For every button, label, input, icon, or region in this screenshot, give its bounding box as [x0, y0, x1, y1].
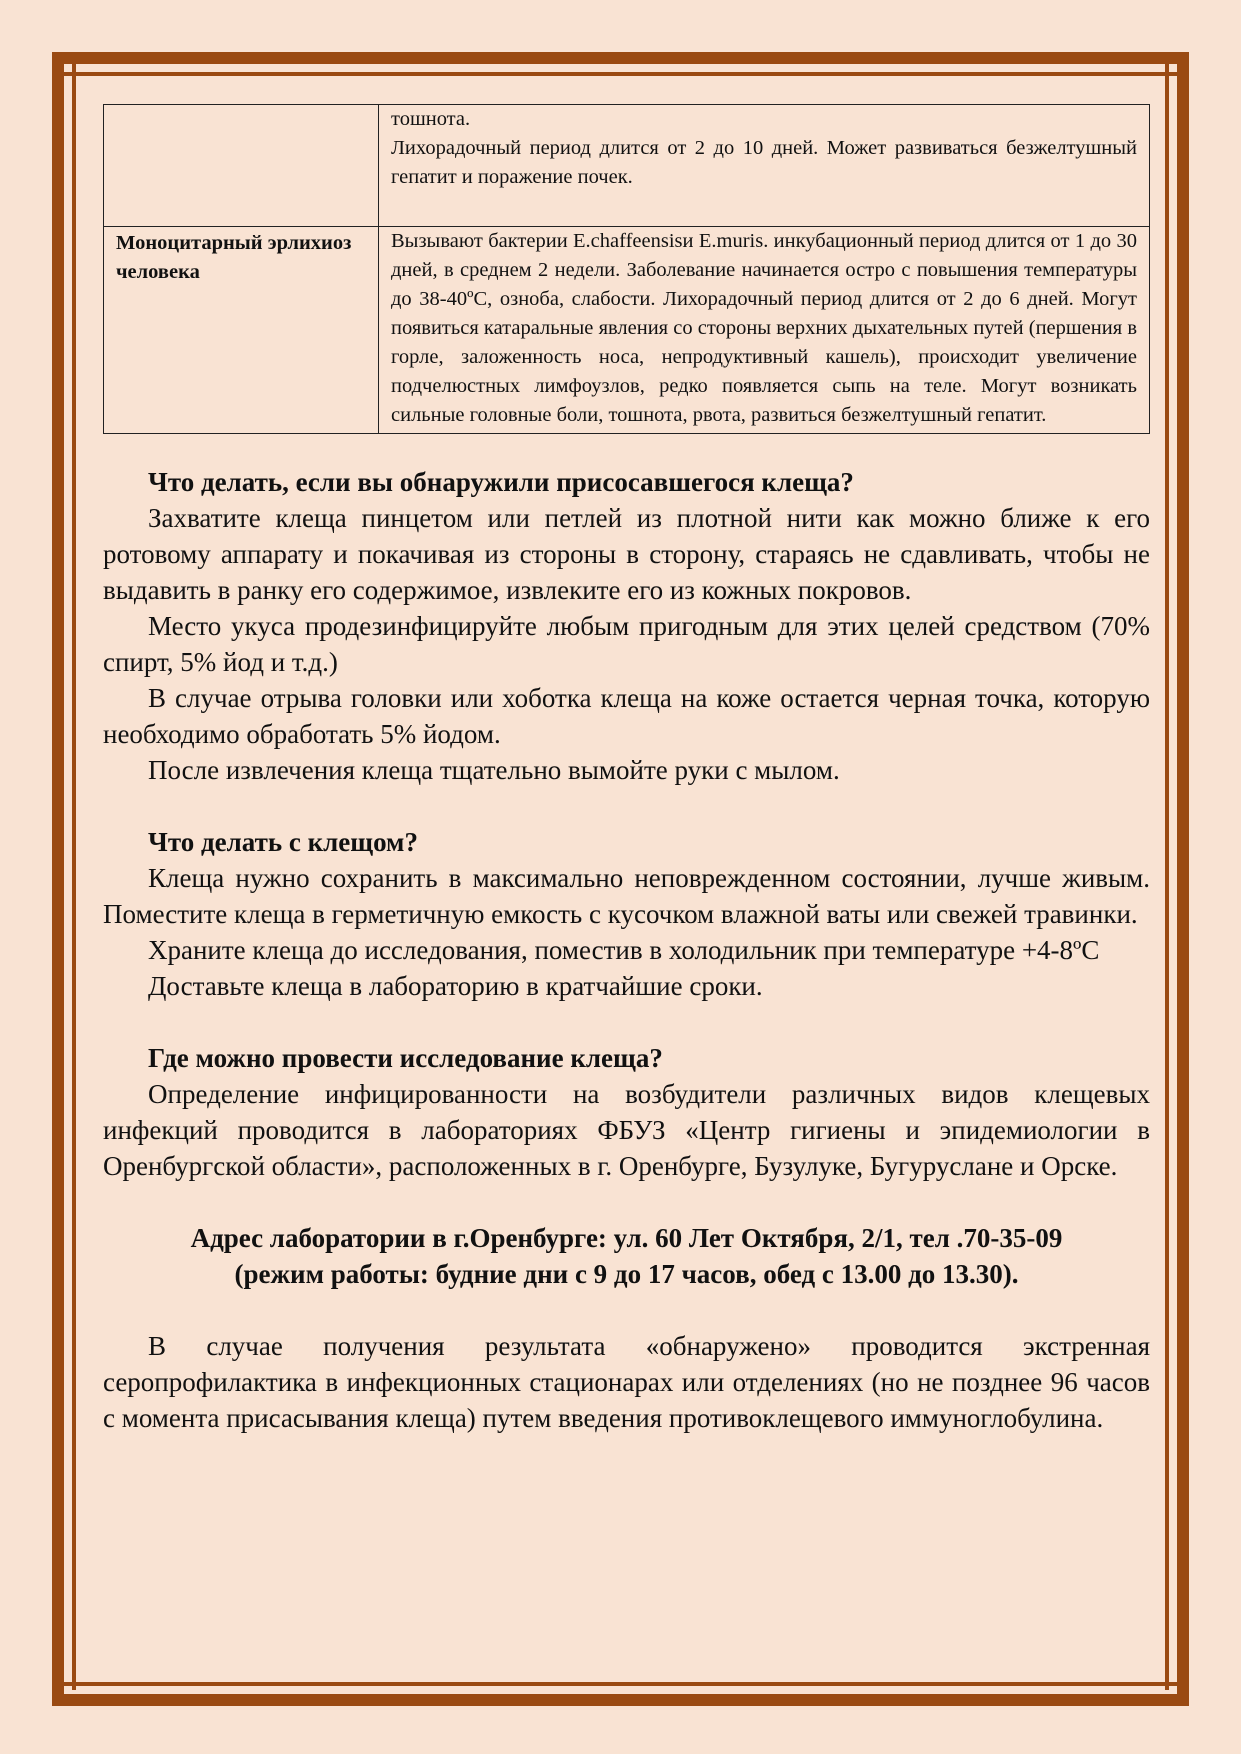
frame-left-line	[72, 64, 76, 1690]
frame-corner-tr-v	[1177, 52, 1189, 88]
spacer	[103, 1004, 1150, 1040]
section-heading: Где можно провести исследование клеща?	[148, 1043, 663, 1073]
disease-name-cell	[104, 105, 379, 227]
paragraph: Храните клеща до исследования, поместив в холодильник при температуре +4-8ºС	[148, 935, 1100, 965]
description-line: Лихорадочный период длится от 2 до 10 дней. Может развиваться безжелтушный гепатит и поражение почек.	[391, 137, 1137, 188]
paragraph: Доставьте клеща в лабораторию в кратчайшие сроки.	[148, 971, 763, 1001]
frame-corner-br-v	[1177, 1670, 1189, 1706]
paragraph: Захватите клеща пинцетом или петлей из плотной нити как можно ближе к его ротовому аппарату и покачивая из стороны в сторону, стараясь не сдавливать, чтобы не выдавить в ранку его содержимое, извлеките его из кожных покровов.	[103, 503, 1150, 605]
section-what-to-do	[103, 824, 1150, 1004]
frame-right-line	[1165, 64, 1169, 1690]
frame-bottom-bar	[88, 1694, 1153, 1706]
table-row	[104, 227, 1150, 434]
paragraph: Клеща нужно сохранить в максимально неповрежденном состоянии, лучше живым. Поместите клеща в герметичную емкость с кусочком влажной ваты или свежей травинки.	[103, 863, 1150, 929]
description-line: Вызывают бактерии E.chaffeensisи E.muris. инкубационный период длится от 1 до 30 дней, в среднем 2 недели. Заболевание начинается остро с повышения температуры до 38-40ºС, озноба, слабости. Лихорадочный период длится от 2 до 6 дней. Могут появиться катаральные явления со стороны верхних дыхательных путей (першения в горле, заложенность носа, непродуктивный кашель), происходит увеличение подчелюстных лимфоузлов, редко появляется сыпь на теле. Могут возникать сильные головные боли, тошнота, рвота, развиться безжелтушный гепатит.	[391, 230, 1137, 426]
spacer	[103, 1292, 1150, 1328]
paragraph: В случае получения результата «обнаружено» проводится экстренная серопрофилактика в инфекционных стационарах или отделениях (но не позднее 96 часов с момента присасывания клеща) путем введения противоклещевого иммуноглобулина.	[103, 1331, 1150, 1433]
paragraph: В случае отрыва головки или хоботка клеща на коже остается черная точка, которую необходимо обработать 5% йодом.	[103, 683, 1150, 749]
section-where-test	[103, 1040, 1150, 1184]
paragraph: Место укуса продезинфицируйте любым пригодным для этих целей средством (70% спирт, 5% йод и т.д.)	[103, 611, 1150, 677]
disease-name-cell: Моноцитарный эрлихиоз человека	[104, 227, 379, 434]
paragraph: Определение инфицированности на возбудители различных видов клещевых инфекций проводится в лабораториях ФБУЗ «Центр гигиены и эпидемиологии в Оренбургской области», расположенных в г. Оренбурге, Бузулуке, Бугуруслане и Орске.	[103, 1079, 1150, 1181]
paragraph: После извлечения клеща тщательно вымойте руки с мылом.	[148, 755, 840, 785]
disease-description-cell	[379, 105, 1150, 227]
disease-description-cell	[379, 227, 1150, 434]
section-heading: Что делать, если вы обнаружили присосавшегося клеща?	[148, 467, 854, 497]
frame-top-bar	[88, 52, 1153, 64]
section-found-tick	[103, 464, 1150, 788]
table-row	[104, 105, 1150, 227]
spacer	[103, 1184, 1150, 1220]
frame-bottom-line	[64, 1682, 1177, 1686]
description-line: тошнота.	[391, 108, 471, 130]
lab-address	[103, 1220, 1150, 1292]
working-hours-line: (режим работы: будние дни с 9 до 17 часов, обед с 13.00 до 13.30).	[234, 1259, 1019, 1289]
frame-top-line	[64, 72, 1177, 76]
frame-left-bar	[52, 88, 64, 1682]
disease-table	[103, 104, 1150, 434]
address-line: Адрес лаборатории в г.Оренбурге: ул. 60 Лет Октября, 2/1, тел .70-35-09	[190, 1223, 1063, 1253]
section-result	[103, 1328, 1150, 1436]
frame-corner-tl-v	[52, 52, 64, 88]
frame-corner-bl-v	[52, 1670, 64, 1706]
spacer	[103, 788, 1150, 824]
page-content	[103, 104, 1150, 1436]
section-heading: Что делать с клещом?	[148, 827, 418, 857]
frame-right-bar	[1177, 88, 1189, 1682]
